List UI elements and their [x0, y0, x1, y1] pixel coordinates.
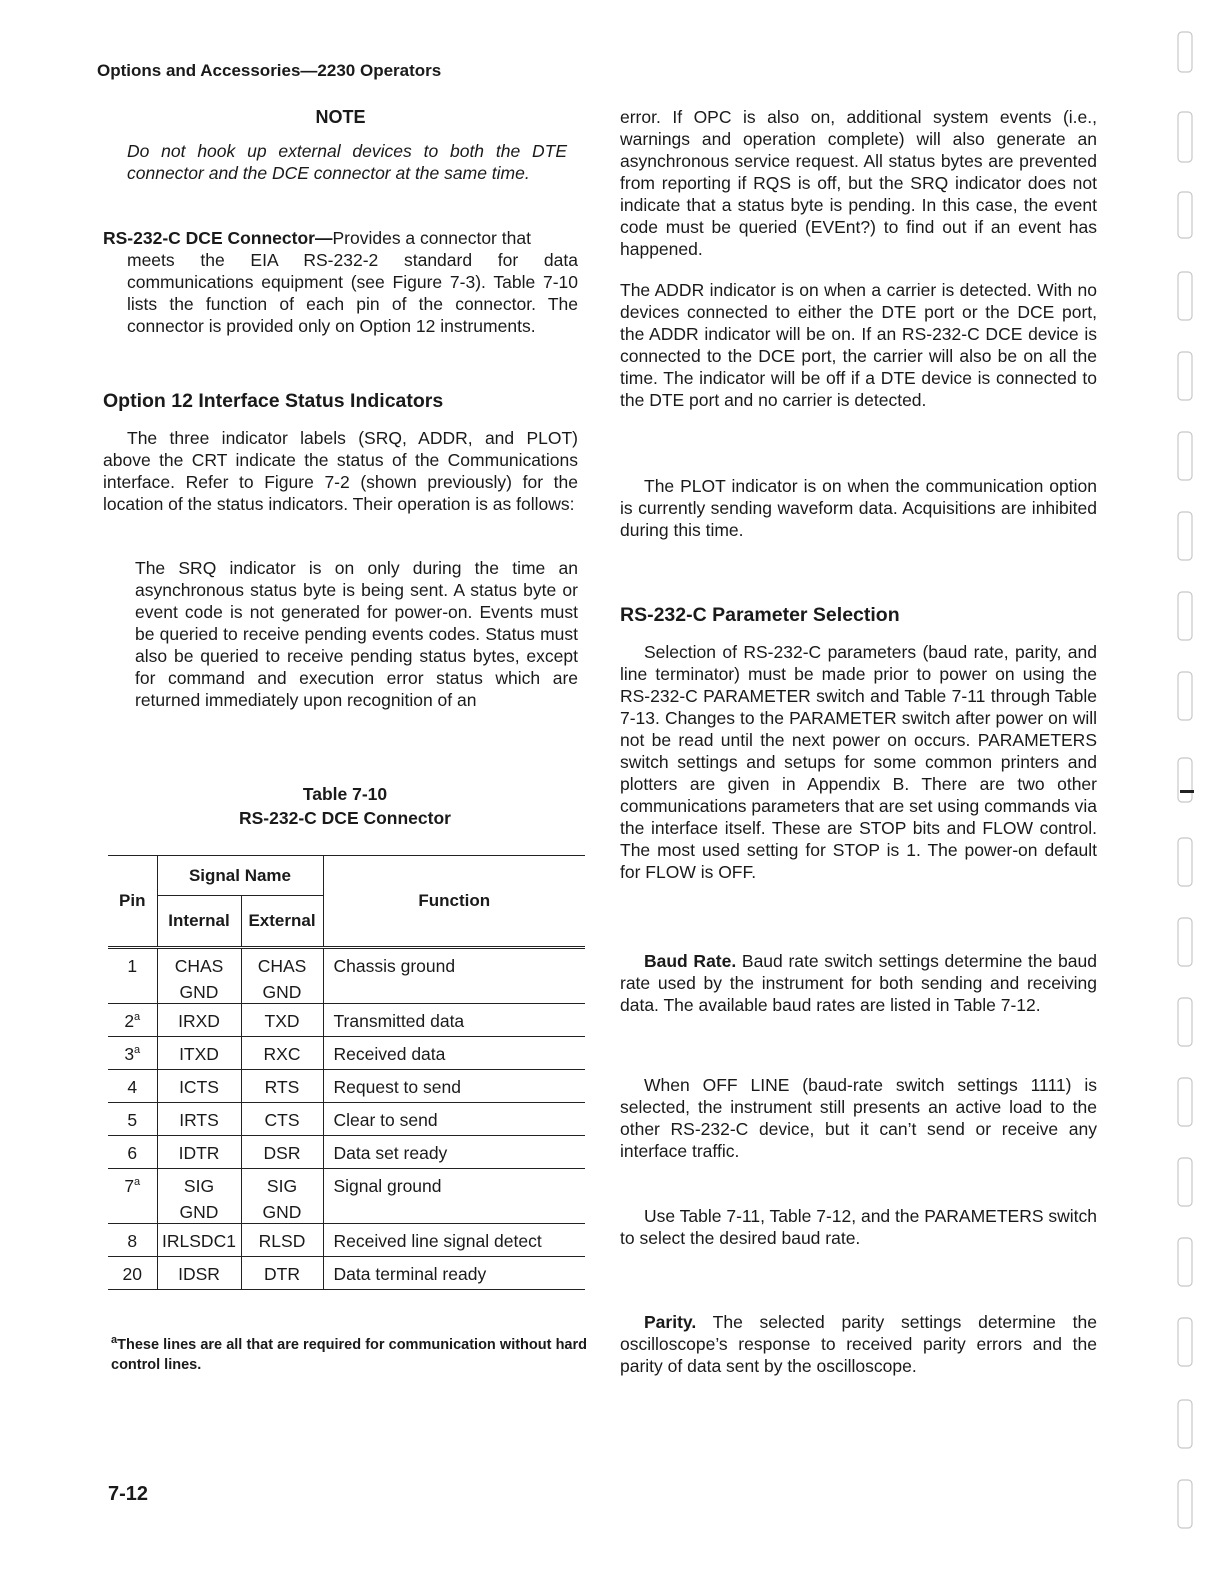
cell-function: Received data — [323, 1037, 585, 1070]
note-text: Do not hook up external devices to both the DTE connector and the DCE connector at the same time. — [127, 141, 567, 183]
header-external: External — [241, 896, 323, 948]
parity-text: The selected parity settings determine the oscilloscope’s response to received parity errors and the parity of data sent by the oscilloscope. — [620, 1312, 1097, 1376]
baud-rate-paragraph — [620, 950, 1097, 1016]
internal-signal: IRLSDC1 — [162, 1231, 236, 1251]
cell-external — [241, 1224, 323, 1257]
internal-signal-line2: GND — [179, 982, 219, 1002]
parameter-intro: Selection of RS-232-C parameters (baud rate, parity, and line terminator) must be made prior to power on using the RS-232-C PARAMETER switch and Table 7-11 through Table 7-13. Changes to the PARAMETER switch after power on will not be read until the next power on occurs. PARAMETERS switch settings and setups for some common printers and plotters are given in Appendix B. There are two other communications parameters that are set using commands via the interface itself. These are STOP bits and FLOW control. The most used setting for STOP is 1. The power-on default for FLOW is OFF. — [620, 642, 1097, 882]
internal-signal: IRXD — [178, 1011, 220, 1031]
external-signal: CHAS — [257, 956, 307, 976]
external-signal-line2: GND — [262, 982, 302, 1002]
parity-title: Parity. — [644, 1312, 697, 1332]
cell-internal — [157, 948, 241, 1004]
off-line-paragraph: When OFF LINE (baud-rate switch settings 1111) is selected, the instrument still presents an active load to the other RS-232-C device, but it can’t send or receive any interface traffic. — [620, 1075, 1097, 1161]
footnote-text: These lines are all that are required for communication without hard control lines. — [111, 1337, 587, 1373]
table-number: Table 7-10 — [302, 784, 388, 804]
cell-function: Chassis ground — [323, 948, 585, 1004]
dce-connector-paragraph — [103, 227, 578, 337]
external-signal: RTS — [264, 1077, 300, 1097]
note-title: NOTE — [315, 107, 366, 127]
external-signal: SIG — [266, 1176, 298, 1196]
cell-pin — [108, 1037, 157, 1070]
cell-function: Clear to send — [323, 1103, 585, 1136]
internal-signal: SIG — [183, 1176, 215, 1196]
cell-internal — [157, 1257, 241, 1290]
section-heading-status-indicators: Option 12 Interface Status Indicators — [103, 390, 444, 412]
external-signal: RLSD — [258, 1231, 306, 1251]
plot-paragraph: The PLOT indicator is on when the communication option is currently sending waveform data. Acquisitions are inhibited during this time. — [620, 476, 1097, 540]
margin-tick — [1180, 790, 1194, 793]
cell-function: Data set ready — [323, 1136, 585, 1169]
pin-footnote-mark: a — [134, 1044, 141, 1057]
cell-pin — [108, 1169, 157, 1224]
pin-number: 1 — [127, 956, 138, 976]
cell-pin — [108, 948, 157, 1004]
table-row — [108, 1037, 585, 1070]
table-caption — [160, 782, 530, 830]
internal-signal: IRTS — [179, 1110, 219, 1130]
internal-signal: CHAS — [174, 956, 224, 976]
page-number: 7-12 — [108, 1483, 149, 1505]
pin-number: 8 — [127, 1231, 138, 1251]
table-row — [108, 1070, 585, 1103]
table-row — [108, 1257, 585, 1290]
cell-pin — [108, 1004, 157, 1037]
table-row — [108, 1103, 585, 1136]
internal-signal: ICTS — [179, 1077, 219, 1097]
table-title: RS-232-C DCE Connector — [239, 808, 451, 828]
table-body — [108, 948, 585, 1290]
parity-paragraph — [620, 1311, 1097, 1377]
cell-external — [241, 1070, 323, 1103]
dce-connector-first: Provides a connector that — [332, 228, 531, 248]
cell-pin — [108, 1224, 157, 1257]
table-row — [108, 1224, 585, 1257]
table-row — [108, 1004, 585, 1037]
external-signal: DSR — [263, 1143, 301, 1163]
cell-internal — [157, 1169, 241, 1224]
internal-signal: IDTR — [178, 1143, 220, 1163]
table-row — [108, 1136, 585, 1169]
header-internal: Internal — [157, 896, 241, 948]
pin-number: 4 — [127, 1077, 138, 1097]
external-signal: TXD — [264, 1011, 300, 1031]
pin-number: 20 — [122, 1264, 142, 1284]
srq-paragraph: The SRQ indicator is on only during the time an asynchronous status byte is being sent. A status byte or event code is not generated for power-on. Events must be queried to receive pending events codes. Status must also be queried to receive pending status bytes, except for command and execution error status which are returned immediately upon recognition of an — [135, 558, 578, 710]
cell-function: Signal ground — [323, 1169, 585, 1224]
internal-signal-line2: GND — [179, 1202, 219, 1222]
pin-number: 5 — [127, 1110, 138, 1130]
pin-footnote-mark: a — [134, 1176, 141, 1189]
pin-number: 3 — [124, 1044, 135, 1064]
pin-number: 6 — [127, 1143, 138, 1163]
binder-holes-strip — [1172, 20, 1202, 1540]
pin-number: 7 — [124, 1176, 135, 1196]
internal-signal: IDSR — [178, 1264, 220, 1284]
cell-function: Received line signal detect — [323, 1224, 585, 1257]
table-row — [108, 1169, 585, 1224]
external-signal: DTR — [264, 1264, 300, 1284]
srq-continued: error. If OPC is also on, additional system events (i.e., warnings and operation complete) will also generate an asynchronous service request. All status bytes are prevented from reporting if RQS is off, but the SRQ indicator does not indicate that a status byte is pending. In this case, the event code must be queried (EVEnt?) to find out if an event has happened. — [620, 107, 1097, 259]
cell-external — [241, 948, 323, 1004]
use-tables-paragraph: Use Table 7-11, Table 7-12, and the PARAMETERS switch to select the desired baud rate. — [620, 1206, 1097, 1248]
external-signal-line2: GND — [262, 1202, 302, 1222]
cell-external — [241, 1037, 323, 1070]
dce-connector-lead: RS-232-C DCE Connector— — [103, 228, 333, 248]
cell-internal — [157, 1004, 241, 1037]
cell-function: Data terminal ready — [323, 1257, 585, 1290]
dce-connector-table — [108, 855, 585, 1290]
cell-function: Request to send — [323, 1070, 585, 1103]
cell-pin — [108, 1136, 157, 1169]
cell-external — [241, 1004, 323, 1037]
binder-hole-marks — [1178, 32, 1192, 1528]
cell-internal — [157, 1224, 241, 1257]
cell-function: Transmitted data — [323, 1004, 585, 1037]
table-footnote — [111, 1335, 587, 1375]
external-signal: CTS — [264, 1110, 300, 1130]
cell-external — [241, 1169, 323, 1224]
baud-rate-text: Baud rate switch settings determine the baud rate used by the instrument for both sending and receiving data. The available baud rates are listed in Table 7-12. — [620, 951, 1097, 1015]
cell-external — [241, 1103, 323, 1136]
table-row — [108, 948, 585, 1004]
cell-external — [241, 1136, 323, 1169]
header-function: Function — [323, 856, 585, 948]
cell-external — [241, 1257, 323, 1290]
dce-connector-rest: meets the EIA RS-232-2 standard for data communications equipment (see Figure 7-3). Table 7-10 lists the function of each pin of the connector. The connector is provided only on Option 12 instruments. — [127, 250, 578, 336]
header-signal-name: Signal Name — [157, 856, 323, 896]
cell-pin — [108, 1070, 157, 1103]
cell-internal — [157, 1103, 241, 1136]
pin-number: 2 — [124, 1011, 135, 1031]
addr-paragraph: The ADDR indicator is on when a carrier is detected. With no devices connected to either the DTE port or the DCE port, the ADDR indicator will be on. If an RS-232-C DCE device is connected to the DCE port, the carrier will also be on all the time. The indicator will be off if a DTE device is connected to the DTE port and no carrier is detected. — [620, 280, 1097, 410]
footnote-mark: a — [111, 1334, 118, 1347]
header-pin: Pin — [108, 856, 157, 948]
cell-pin — [108, 1103, 157, 1136]
running-head: Options and Accessories—2230 Operators — [97, 61, 442, 80]
cell-internal — [157, 1136, 241, 1169]
baud-rate-title: Baud Rate. — [644, 951, 737, 971]
pin-footnote-mark: a — [134, 1011, 141, 1024]
section-heading-parameter-selection: RS-232-C Parameter Selection — [620, 604, 900, 626]
cell-internal — [157, 1037, 241, 1070]
cell-pin — [108, 1257, 157, 1290]
status-intro: The three indicator labels (SRQ, ADDR, and PLOT) above the CRT indicate the status of the Communications interface. Refer to Figure 7-2 (shown previously) for the location of the status indicators. Their operation is as follows: — [103, 428, 578, 514]
internal-signal: ITXD — [179, 1044, 219, 1064]
external-signal: RXC — [263, 1044, 301, 1064]
cell-internal — [157, 1070, 241, 1103]
